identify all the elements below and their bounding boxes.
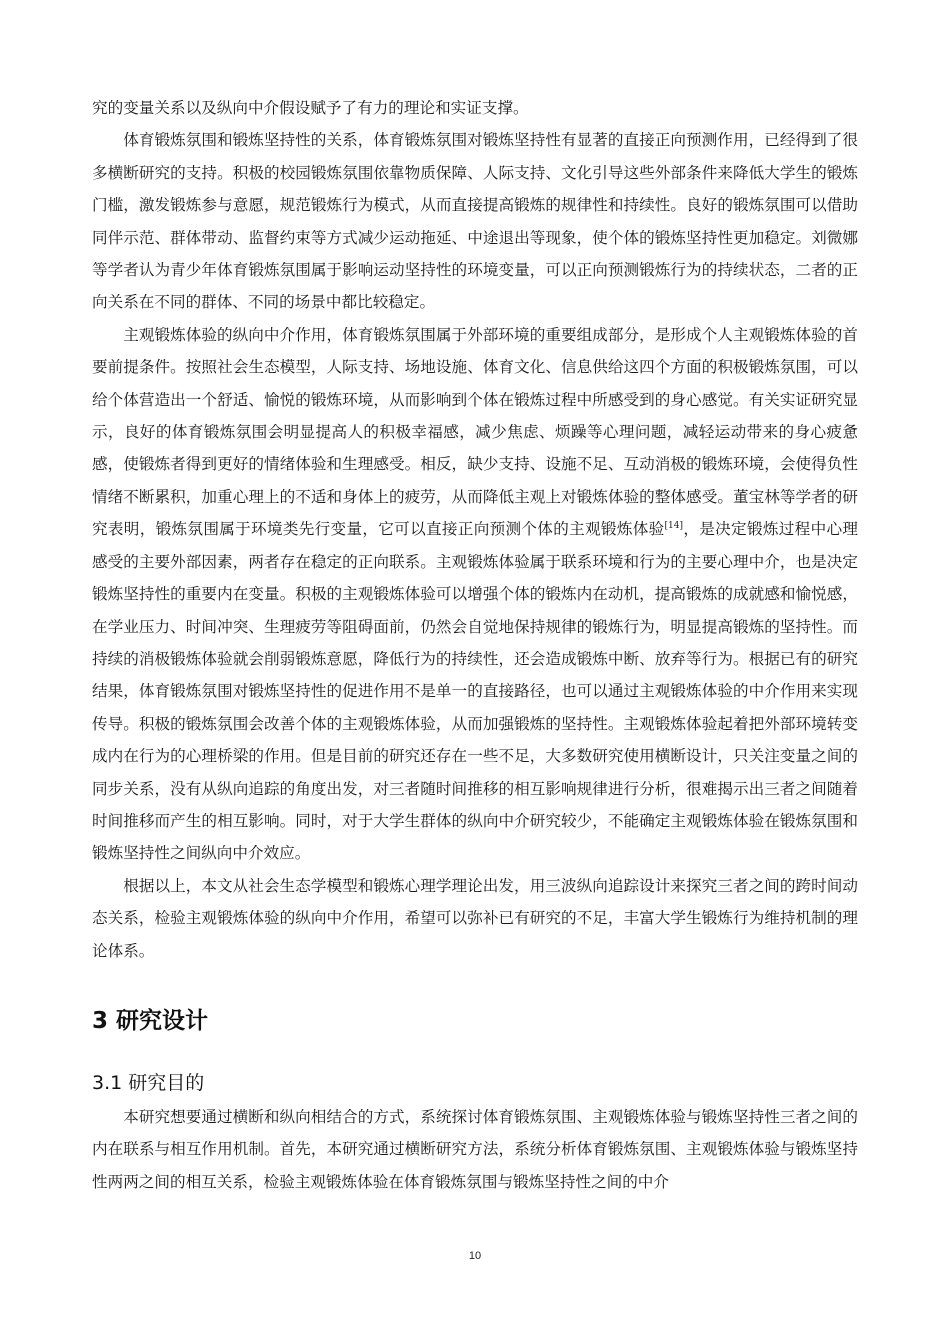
paragraph-continued: 究的变量关系以及纵向中介假设赋予了有力的理论和实证支撑。	[92, 99, 529, 117]
paragraph-mediation-part1: 主观锻炼体验的纵向中介作用，体育锻炼氛围属于外部环境的重要组成部分，是形成个人主观锻炼体验的首要前提条件。按照社会生态模型，人际支持、场地设施、体育文化、信息供给这四个方面的积极锻炼氛围，可以给个体营造出一个舒适、愉悦的锻炼环境，从而影响到个体在锻炼过程中所感受到的身心感觉。有关实证研究显示，良好的体育锻炼氛围会明显提高人的积极幸福感，减少焦虑、烦躁等心理问题，减轻运动带来的身心疲惫感，使锻炼者得到更好的情绪体验和生理感受。相反，缺少支持、设施不足、互动消极的锻炼环境，会使得负性情绪不断累积，加重心理上的不适和身体上的疲劳，从而降低主观上对锻炼体验的整体感受。董宝林等学者的研究表明，锻炼氛围属于环境类先行变量，它可以直接正向预测个体的主观锻炼体验	[92, 325, 858, 539]
paragraph-mediation	[92, 319, 858, 870]
paragraph-climate-persistence: 体育锻炼氛围和锻炼坚持性的关系，体育锻炼氛围对锻炼坚持性有显著的直接正向预测作用，已经得到了很多横断研究的支持。积极的校园锻炼氛围依靠物质保障、人际支持、文化引导这些外部条件来降低大学生的锻炼门槛，激发锻炼参与意愿，规范锻炼行为模式，从而直接提高锻炼的规律性和持续性。良好的锻炼氛围可以借助同伴示范、群体带动、监督约束等方式减少运动拖延、中途退出等现象，使个体的锻炼坚持性更加稳定。刘微娜等学者认为青少年体育锻炼氛围属于影响运动坚持性的环境变量，可以正向预测锻炼行为的持续状态，二者的正向关系在不同的群体、不同的场景中都比较稳定。	[92, 131, 858, 312]
paragraph-mediation-part2: ，是决定锻炼过程中心理感受的主要外部因素，两者存在稳定的正向联系。主观锻炼体验属于联系环境和行为的主要心理中介，也是决定锻炼坚持性的重要内在变量。积极的主观锻炼体验可以增强个体的锻炼内在动机，提高锻炼的成就感和愉悦感，在学业压力、时间冲突、生理疲劳等阻碍面前，仍然会自觉地保持规律的锻炼行为，明显提高锻炼的坚持性。而持续的消极锻炼体验就会削弱锻炼意愿，降低行为的持续性，还会造成锻炼中断、放弃等行为。根据已有的研究结果，体育锻炼氛围对锻炼坚持性的促进作用不是单一的直接路径，也可以通过主观锻炼体验的中介作用来实现传导。积极的锻炼氛围会改善个体的主观锻炼体验，从而加强锻炼的坚持性。主观锻炼体验起着把外部环境转变成内在行为的心理桥梁的作用。但是目前的研究还存在一些不足，大多数研究使用横断设计，只关注变量之间的同步关系，没有从纵向追踪的角度出发，对三者随时间推移的相互影响规律进行分析，很难揭示出三者之间随着时间推移而产生的相互影响。同时，对于大学生群体的纵向中介研究较少，不能确定主观锻炼体验在锻炼氛围和锻炼坚持性之间纵向中介效应。	[92, 520, 858, 863]
citation-14: [14]	[664, 521, 684, 532]
page-number: 10	[468, 1250, 482, 1262]
page-content	[92, 92, 858, 1198]
subsection-heading-research-purpose: 3.1 研究目的	[92, 1071, 205, 1094]
section-heading-research-design: 3 研究设计	[92, 1007, 209, 1034]
paragraph-research-purpose: 本研究想要通过横断和纵向相结合的方式，系统探讨体育锻炼氛围、主观锻炼体验与锻炼坚持性三者之间的内在联系与相互作用机制。首先，本研究通过横断研究方法，系统分析体育锻炼氛围、主观锻炼体验与锻炼坚持性两两之间的相互关系，检验主观锻炼体验在体育锻炼氛围与锻炼坚持性之间的中介	[92, 1107, 858, 1191]
paragraph-summary: 根据以上，本文从社会生态学模型和锻炼心理学理论出发，用三波纵向追踪设计来探究三者之间的跨时间动态关系，检验主观锻炼体验的纵向中介作用，希望可以弥补已有研究的不足，丰富大学生锻炼行为维持机制的理论体系。	[92, 876, 858, 960]
